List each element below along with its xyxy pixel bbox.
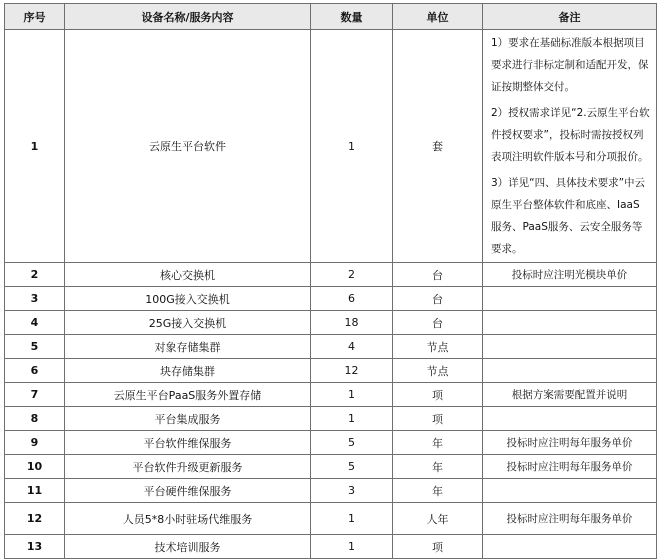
remark-line: 1）要求在基础标准版本根据项目要求进行非标定制和适配开发，保证按期整体交付。 [491, 37, 649, 93]
row-qty: 5 [311, 455, 393, 479]
row-remark: 投标时应注明每年服务单价 [483, 455, 657, 479]
table-row [5, 455, 657, 479]
row-remark [483, 311, 657, 335]
row-remark [483, 30, 657, 263]
row-unit: 节点 [393, 359, 483, 383]
row-remark: 投标时应注明光模块单价 [483, 263, 657, 287]
row-qty: 12 [311, 359, 393, 383]
table-row [5, 535, 657, 559]
row-name: 25G接入交换机 [65, 311, 311, 335]
row-name: 云原生平台软件 [65, 30, 311, 263]
remark-line: 3）详见“四、具体技术要求”中云原生平台整体软件和底座、IaaS服务、PaaS服务、云安全服务等要求。 [491, 177, 646, 255]
row-remark: 投标时应注明每年服务单价 [483, 503, 657, 535]
row-remark: 投标时应注明每年服务单价 [483, 431, 657, 455]
row-remark [483, 479, 657, 503]
row-qty: 1 [311, 535, 393, 559]
row-no: 3 [5, 287, 65, 311]
row-remark [483, 335, 657, 359]
row-unit: 项 [393, 407, 483, 431]
table-row [5, 503, 657, 535]
equipment-table [4, 3, 657, 559]
row-unit: 年 [393, 455, 483, 479]
row-remark [483, 407, 657, 431]
table-row [5, 335, 657, 359]
row-name: 云原生平台PaaS服务外置存储 [65, 383, 311, 407]
row-name: 技术培训服务 [65, 535, 311, 559]
remark-line: 2）授权需求详见“2.云原生平台软件授权要求”，投标时需按授权列表项注明软件版本号和分项报价。 [491, 107, 650, 163]
row-name: 对象存储集群 [65, 335, 311, 359]
row-name: 块存储集群 [65, 359, 311, 383]
row-no: 11 [5, 479, 65, 503]
header-qty: 数量 [311, 4, 393, 30]
row-name: 平台硬件维保服务 [65, 479, 311, 503]
row-qty: 1 [311, 407, 393, 431]
header-unit: 单位 [393, 4, 483, 30]
table-row [5, 479, 657, 503]
row-remark [483, 535, 657, 559]
table-row [5, 30, 657, 263]
row-remark [483, 359, 657, 383]
row-no: 4 [5, 311, 65, 335]
row-remark [483, 287, 657, 311]
row-no: 13 [5, 535, 65, 559]
row-qty: 18 [311, 311, 393, 335]
row-name: 平台集成服务 [65, 407, 311, 431]
table-row [5, 407, 657, 431]
row-no: 9 [5, 431, 65, 455]
table-row [5, 287, 657, 311]
table-row [5, 383, 657, 407]
header-name: 设备名称/服务内容 [65, 4, 311, 30]
row-no: 1 [5, 30, 65, 263]
row-unit: 套 [393, 30, 483, 263]
row-no: 8 [5, 407, 65, 431]
row-qty: 1 [311, 30, 393, 263]
row-qty: 4 [311, 335, 393, 359]
row-unit: 人年 [393, 503, 483, 535]
row-name: 核心交换机 [65, 263, 311, 287]
table-row [5, 263, 657, 287]
row-name: 人员5*8小时驻场代维服务 [65, 503, 311, 535]
row-qty: 5 [311, 431, 393, 455]
table-row [5, 311, 657, 335]
row-name: 平台软件维保服务 [65, 431, 311, 455]
row-qty: 1 [311, 383, 393, 407]
row-qty: 3 [311, 479, 393, 503]
row-unit: 节点 [393, 335, 483, 359]
row-unit: 台 [393, 311, 483, 335]
row-no: 10 [5, 455, 65, 479]
header-remark: 备注 [483, 4, 657, 30]
row-qty: 6 [311, 287, 393, 311]
row-no: 2 [5, 263, 65, 287]
row-unit: 台 [393, 287, 483, 311]
row-unit: 项 [393, 535, 483, 559]
row-no: 5 [5, 335, 65, 359]
row-no: 12 [5, 503, 65, 535]
row-unit: 年 [393, 431, 483, 455]
row-qty: 1 [311, 503, 393, 535]
row-no: 7 [5, 383, 65, 407]
row-name: 平台软件升级更新服务 [65, 455, 311, 479]
row-remark: 根据方案需要配置并说明 [483, 383, 657, 407]
header-no: 序号 [5, 4, 65, 30]
row-unit: 项 [393, 383, 483, 407]
row-unit: 台 [393, 263, 483, 287]
table-header-row [5, 4, 657, 30]
table-row [5, 431, 657, 455]
row-name: 100G接入交换机 [65, 287, 311, 311]
table-row [5, 359, 657, 383]
row-unit: 年 [393, 479, 483, 503]
row-no: 6 [5, 359, 65, 383]
row-qty: 2 [311, 263, 393, 287]
